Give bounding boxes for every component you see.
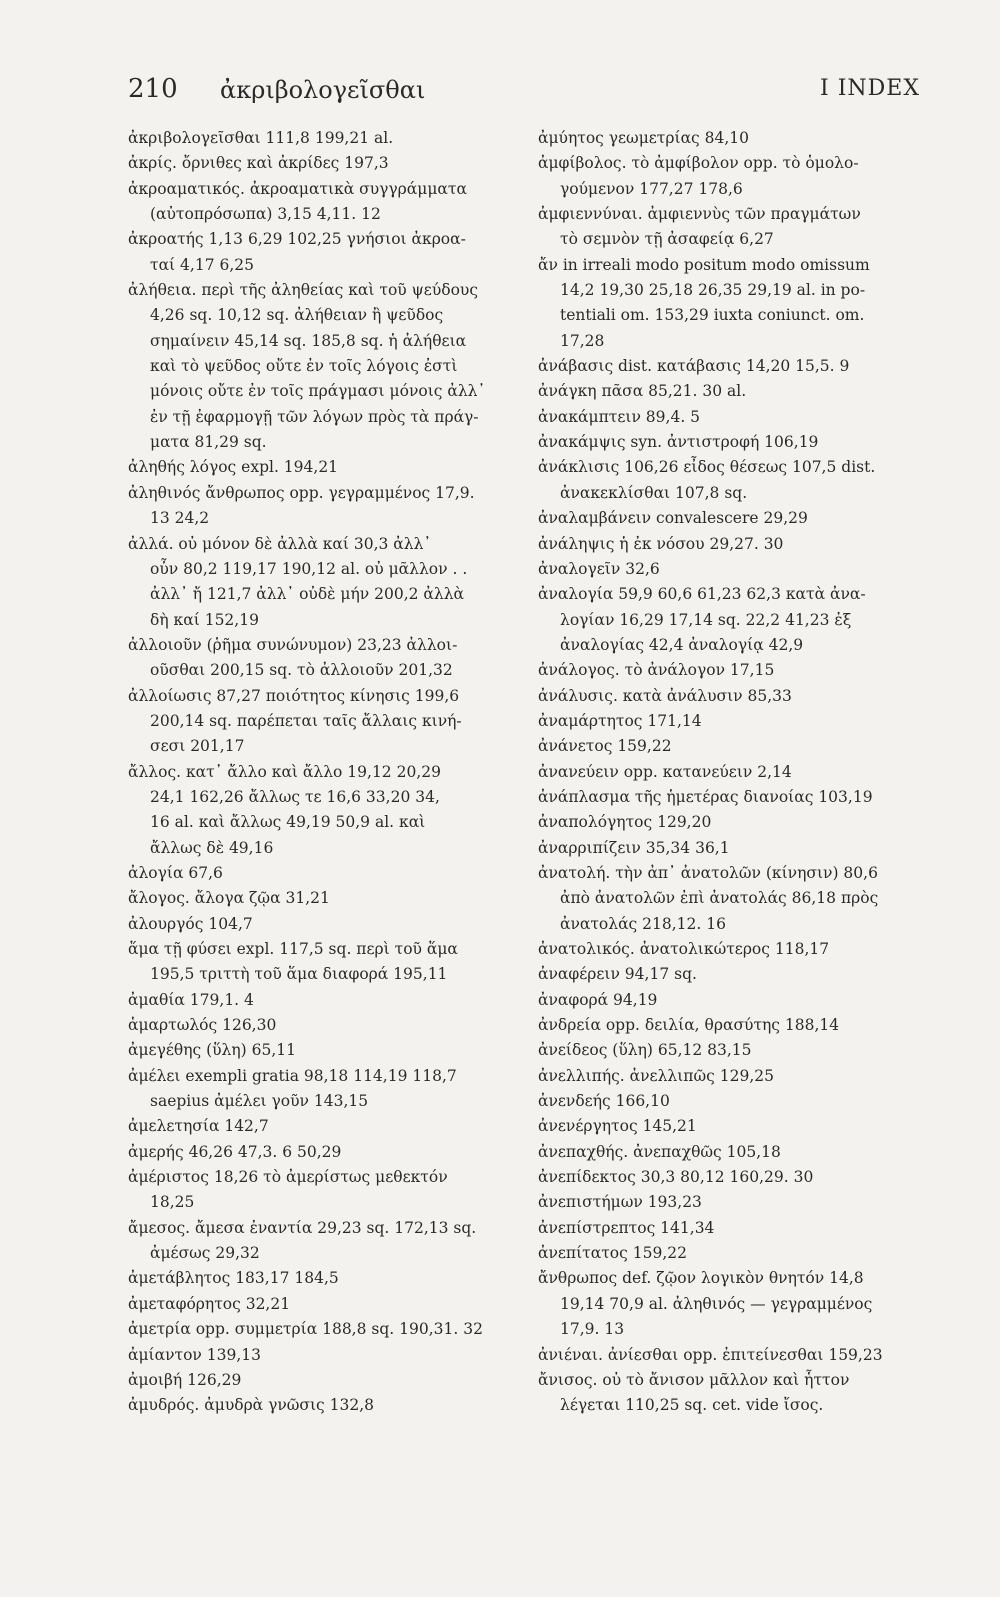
index-entry [128,481,516,532]
entry-headline: ἀμφίβολος. τὸ ἀμφίβολον opp. τὸ ὁμολο- [538,154,859,173]
entry-headline: ἀμετάβλητος 183,17 184,5 [128,1269,339,1288]
entry-headline: ἀμεταφόρητος 32,21 [128,1294,291,1313]
entry-headline: ἀνελλιπής. ἀνελλιπῶς 129,25 [538,1066,774,1085]
index-entry [538,582,920,658]
entry-headline: ἀκριβολογεῖσθαι 111,8 199,21 al. [128,129,394,147]
entry-continuation: ἀναλογίας 42,4 ἀναλογίᾳ 42,9 [560,635,804,654]
index-entry [538,1089,920,1114]
index-entry [538,962,920,987]
entry-headline: ἀμφιεννύναι. ἀμφιεννὺς τῶν πραγμάτων [538,205,861,224]
entry-headline: ἀνακάμπτειν 89,4. 5 [538,407,701,426]
entry-headline: ἀμέριστος 18,26 τὸ ἀμερίστως μεθεκτόν [128,1168,448,1187]
entry-headline: ἀνενέργητος 145,21 [538,1117,697,1136]
running-header [128,74,920,114]
entry-headline: ἄνισος. οὐ τὸ ἄνισον μᾶλλον καὶ ἧττον [538,1370,850,1389]
entry-continuation: 16 al. καὶ ἄλλως 49,19 50,9 al. καὶ [150,813,426,832]
index-entry [128,532,516,633]
entry-headline: ἄν in irreali modo positum modo omissum [538,255,870,274]
entry-headline: ἅμα τῇ φύσει expl. 117,5 sq. περὶ τοῦ ἅμα [128,940,458,958]
entry-headline: ἀναρριπίζειν 35,34 36,1 [538,838,730,857]
entry-headline: ἀλλά. οὐ μόνον δὲ ἀλλὰ καί 30,3 ἀλλ᾽ [128,534,432,553]
index-entry [128,1393,516,1418]
entry-continuation: λέγεται 110,25 sq. cet. vide ἴσος. [560,1396,824,1415]
index-entry [538,557,920,582]
running-head-word: ἀκριβολογεῖσθαι [220,76,426,104]
entry-headline: ἀνεπίστρεπτος 141,34 [538,1218,715,1237]
index-entry [128,227,516,278]
entry-continuation: λογίαν 16,29 17,14 sq. 22,2 41,23 ἐξ [560,610,852,629]
entry-continuation: 4,26 sq. 10,12 sq. ἀλήθειαν ἢ ψεῦδος [150,306,444,325]
index-entry [538,709,920,734]
entry-continuation: 19,14 70,9 al. ἀληθινός — γεγραμμένος [560,1294,873,1313]
index-entry [128,684,516,760]
index-entry [538,354,920,379]
entry-headline: ἀνεπίδεκτος 30,3 80,12 160,29. 30 [538,1168,814,1187]
entry-continuation: 195,5 τριττὴ τοῦ ἅμα διαφορά 195,11 [150,965,448,984]
entry-headline: ἄλλος. κατ᾽ ἄλλο καὶ ἄλλο 19,12 20,29 [128,762,441,781]
index-entry [538,1038,920,1063]
index-entry [538,532,920,557]
entry-headline: ἀνιέναι. ἀνίεσθαι opp. ἐπιτείνεσθαι 159,23 [538,1345,883,1364]
entry-continuation: σημαίνειν 45,14 sq. 185,8 sq. ἡ ἀλήθεια [150,331,467,350]
entry-headline: ἀμαθία 179,1. 4 [128,990,254,1009]
entry-continuation: 14,2 19,30 25,18 26,35 29,19 al. in po- [560,281,866,300]
entry-headline: ἀμέλει exempli gratia 98,18 114,19 118,7 [128,1066,457,1085]
index-entry [538,1114,920,1139]
index-entry [538,658,920,683]
index-entry [538,506,920,531]
entry-headline: ἀνανεύειν opp. κατανεύειν 2,14 [538,762,792,781]
index-entry [538,836,920,861]
index-entry [128,1140,516,1165]
entry-headline: ἀνενδεής 166,10 [538,1092,670,1111]
entry-continuation: ἀμέσως 29,32 [150,1244,260,1263]
index-entry [538,1064,920,1089]
index-entry [128,151,516,176]
entry-continuation: δὴ καί 152,19 [150,610,259,629]
entry-continuation: τὸ σεμνὸν τῇ ἀσαφείᾳ 6,27 [560,230,774,249]
entry-headline: ἀνάνετος 159,22 [538,737,672,756]
index-entry [538,810,920,835]
index-entry [538,1368,920,1419]
index-entry [538,126,920,151]
entry-headline: ἀληθής λόγος expl. 194,21 [128,458,339,477]
index-entry [128,1013,516,1038]
index-entry [538,1013,920,1038]
index-entry [128,1064,516,1115]
entry-headline: ἀνάκλισις 106,26 εἶδος θέσεως 107,5 dist. [538,458,876,477]
index-entry [538,734,920,759]
entry-continuation: 24,1 162,26 ἄλλως τε 16,6 33,20 34, [150,787,440,806]
entry-continuation: σεσι 201,17 [150,737,245,756]
entry-headline: ἀμετρία opp. συμμετρία 188,8 sq. 190,31. 32 [128,1320,483,1339]
index-entry [538,684,920,709]
entry-headline: ἀμίαντον 139,13 [128,1345,261,1364]
index-entry [128,1368,516,1393]
entry-headline: ἀναλογεῖν 32,6 [538,559,660,578]
entry-headline: ἄλογος. ἄλογα ζῷα 31,21 [128,889,330,908]
index-entry [128,1266,516,1291]
index-entry [128,633,516,684]
entry-continuation: tentiali om. 153,29 iuxta coniunct. om. [560,306,865,325]
entry-headline: ἀλήθεια. περὶ τῆς ἀληθείας καὶ τοῦ ψεύδους [128,281,479,300]
left-column [128,126,516,1419]
entry-continuation: καὶ τὸ ψεῦδος οὔτε ἐν τοῖς λόγοις ἐστὶ [150,357,458,376]
entry-continuation: οὖν 80,2 119,17 190,12 al. οὐ μᾶλλον . . [150,559,468,578]
entry-headline: ἀναμάρτητος 171,14 [538,711,702,730]
entry-continuation: μόνοις οὔτε ἐν τοῖς πράγμασι μόνοις ἀλλ᾽ [150,382,486,401]
index-entry [128,886,516,911]
entry-continuation: ἀπὸ ἀνατολῶν ἐπὶ ἀνατολάς 86,18 πρὸς [560,889,879,908]
index-entry [128,1317,516,1342]
entry-headline: ἀνάπλασμα τῆς ἡμετέρας διανοίας 103,19 [538,787,873,806]
entry-headline: ἀναλογία 59,9 60,6 61,23 62,3 κατὰ ἀνα- [538,585,866,604]
entry-continuation: ἀνακεκλίσθαι 107,8 sq. [560,483,748,502]
entry-continuation: ἄλλως δὲ 49,16 [150,838,274,857]
index-entry [128,1292,516,1317]
index-entry [128,455,516,480]
index-entry [538,760,920,785]
index-entry [538,1190,920,1215]
index-entry [538,785,920,810]
entry-headline: ἀνατολικός. ἀνατολικώτερος 118,17 [538,940,830,958]
entry-headline: ἀλογία 67,6 [128,863,223,882]
entry-headline: ἀνακάμψις syn. ἀντιστροφή 106,19 [538,433,819,452]
entry-headline: ἀναφέρειν 94,17 sq. [538,965,697,984]
index-entry [128,177,516,228]
entry-continuation: ἀνατολάς 218,12. 16 [560,914,726,933]
entry-headline: ἀλουργός 104,7 [128,914,253,933]
entry-headline: ἀνάλυσις. κατὰ ἀνάλυσιν 85,33 [538,686,792,705]
entry-continuation: (αὐτοπρόσωπα) 3,15 4,11. 12 [150,205,381,224]
entry-continuation: 18,25 [150,1193,195,1212]
entry-headline: ἀκρίς. ὄρνιθες καὶ ἀκρίδες 197,3 [128,154,389,173]
page-number: 210 [128,74,178,104]
index-entry [128,1216,516,1267]
index-entry [128,861,516,886]
entry-headline: ἀνατολή. τὴν ἀπ᾽ ἀνατολῶν (κίνησιν) 80,6 [538,863,878,882]
index-entry [538,253,920,354]
entry-continuation: οῦσθαι 200,15 sq. τὸ ἀλλοιοῦν 201,32 [150,661,453,680]
entry-headline: ἀμεγέθης (ὕλη) 65,11 [128,1041,297,1060]
index-entry [538,1241,920,1266]
index-entry [538,151,920,202]
index-entry [128,1343,516,1368]
entry-headline: ἀλλοίωσις 87,27 ποιότητος κίνησις 199,6 [128,686,460,705]
entry-headline: ἀκροαματικός. ἀκροαματικὰ συγγράμματα [128,179,467,198]
index-entry [538,1266,920,1342]
entry-headline: ἀληθινός ἄνθρωπος opp. γεγραμμένος 17,9. [128,483,475,502]
right-column [538,126,920,1419]
entry-headline: ἀναπολόγητος 129,20 [538,813,712,832]
entry-headline: ἀκροατής 1,13 6,29 102,25 γνήσιοι ἀκροα- [128,230,466,249]
entry-headline: ἀνεπιστήμων 193,23 [538,1193,702,1212]
entry-headline: ἄμεσος. ἄμεσα ἐναντία 29,23 sq. 172,13 sq. [128,1218,477,1237]
entry-continuation: 17,28 [560,331,605,350]
entry-headline: ἀμύητος γεωμετρίας 84,10 [538,129,750,147]
index-entry [128,912,516,937]
entry-headline: ἀμοιβή 126,29 [128,1370,242,1389]
section-title: I INDEX [820,76,920,101]
entry-headline: ἀνεπαχθής. ἀνεπαχθῶς 105,18 [538,1142,781,1161]
entry-headline: ἀλλοιοῦν (ῥῆμα συνώνυμον) 23,23 ἀλλοι- [128,635,458,654]
entry-headline: ἀνδρεία opp. δειλία, θρασύτης 188,14 [538,1016,840,1035]
index-entry [538,430,920,455]
index-entry [538,1216,920,1241]
entry-headline: ἀνείδεος (ὕλη) 65,12 83,15 [538,1041,752,1060]
index-entry [538,988,920,1013]
index-entry [128,988,516,1013]
index-entry [128,1114,516,1139]
entry-headline: ἀμυδρός. ἀμυδρὰ γνῶσις 132,8 [128,1396,375,1415]
index-entry [128,278,516,455]
entry-headline: ἀναφορά 94,19 [538,990,658,1009]
entry-continuation: ἐν τῇ ἐφαρμογῇ τῶν λόγων πρὸς τὰ πράγ- [150,407,479,426]
entry-headline: ἀμελετησία 142,7 [128,1117,269,1136]
index-entry [538,1343,920,1368]
entry-headline: ἀνάλογος. τὸ ἀνάλογον 17,15 [538,661,775,680]
index-entry [538,379,920,404]
entry-headline: ἀναλαμβάνειν convalescere 29,29 [538,509,808,528]
entry-headline: ἀνάληψις ἡ ἐκ νόσου 29,27. 30 [538,534,784,553]
index-entry [538,937,920,962]
entry-continuation: saepius ἀμέλει γοῦν 143,15 [150,1092,369,1111]
entry-continuation: γούμενον 177,27 178,6 [560,179,743,198]
entry-continuation: 200,14 sq. παρέπεται ταῖς ἄλλαις κινή- [150,711,462,730]
index-entry [128,1038,516,1063]
index-entry [538,861,920,937]
entry-headline: ἀνεπίτατος 159,22 [538,1244,687,1263]
entry-continuation: ἀλλ᾽ ἤ 121,7 ἀλλ᾽ οὐδὲ μήν 200,2 ἀλλὰ [150,585,465,604]
entry-headline: ἄνθρωπος def. ζῷον λογικὸν θνητόν 14,8 [538,1269,864,1288]
entry-continuation: 13 24,2 [150,509,210,528]
entry-headline: ἀμερής 46,26 47,3. 6 50,29 [128,1142,342,1161]
entry-headline: ἀνάγκη πᾶσα 85,21. 30 al. [538,382,747,401]
index-entry [538,1165,920,1190]
entry-headline: ἀνάβασις dist. κατάβασις 14,20 15,5. 9 [538,357,850,376]
index-entry [128,126,516,151]
index-entry [128,760,516,861]
entry-continuation: ματα 81,29 sq. [150,433,267,452]
index-entry [538,202,920,253]
entry-headline: ἁμαρτωλός 126,30 [128,1016,277,1035]
entry-continuation: ταί 4,17 6,25 [150,255,254,274]
index-entry [538,1140,920,1165]
entry-continuation: 17,9. 13 [560,1320,625,1339]
index-entry [128,937,516,988]
index-entry [538,405,920,430]
index-entry [128,1165,516,1216]
index-entry [538,455,920,506]
